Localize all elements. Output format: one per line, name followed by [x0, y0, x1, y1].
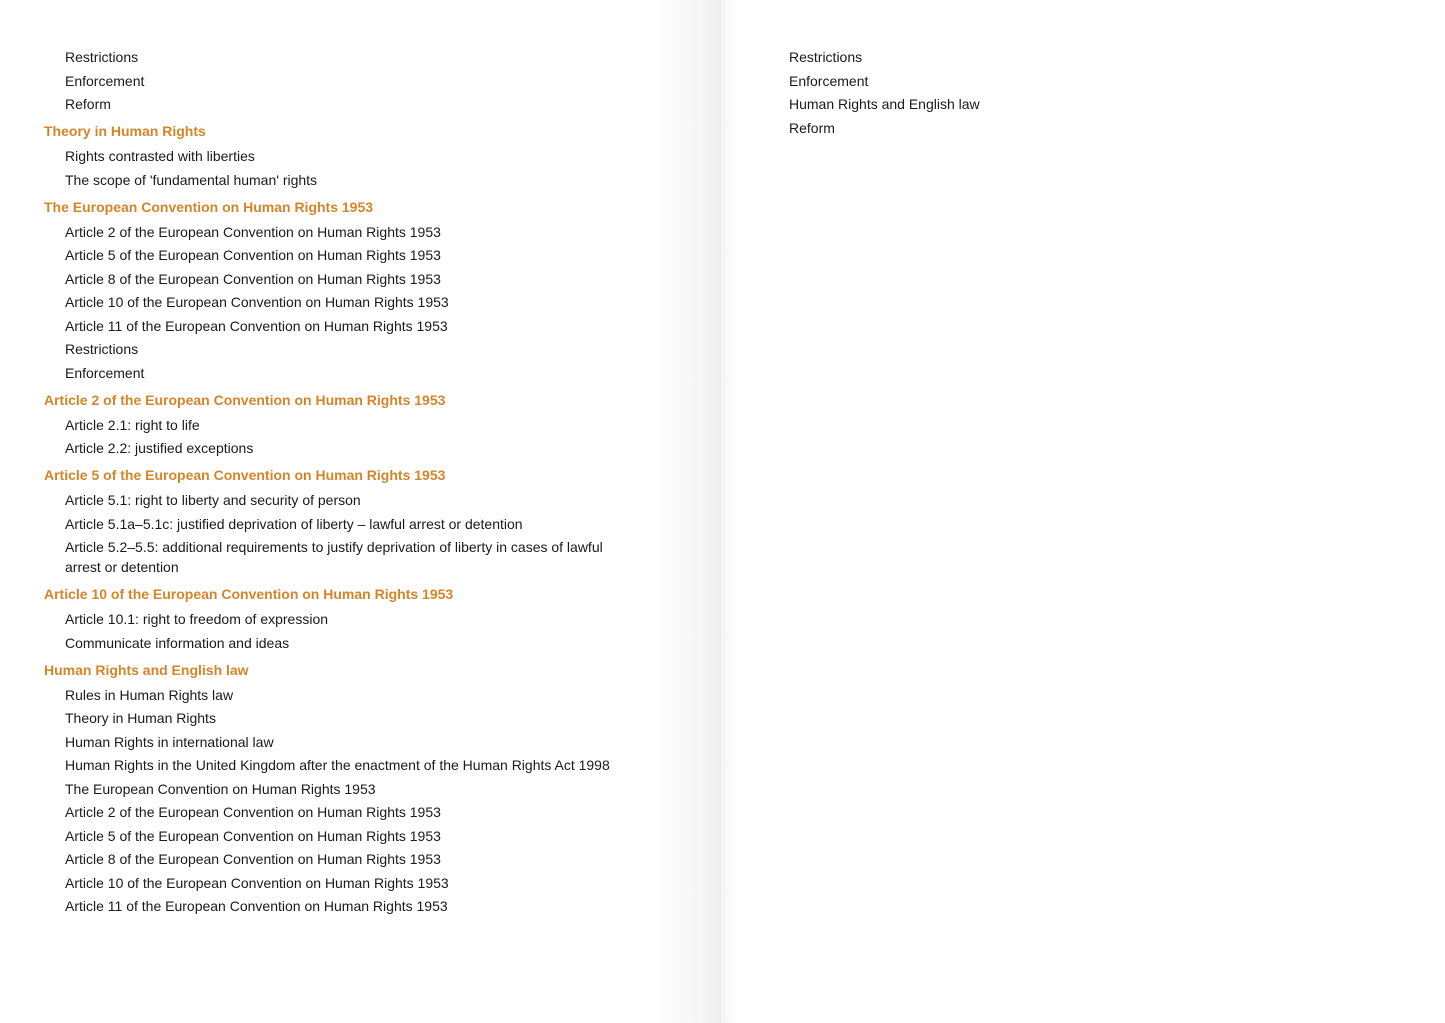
section-heading[interactable]: The European Convention on Human Rights 1953	[44, 198, 374, 215]
toc-item[interactable]: Restrictions	[65, 341, 139, 357]
lead-items	[44, 47, 721, 114]
section-heading[interactable]: Theory in Human Rights	[44, 123, 206, 139]
toc-item[interactable]: Article 2 of the European Convention on Human Rights 1953	[65, 804, 441, 820]
toc-item[interactable]: Human Rights in the United Kingdom after the enactment of the Human Rights Act 1998	[65, 757, 610, 773]
toc-item[interactable]: Restrictions	[65, 49, 139, 65]
toc-item[interactable]: Restrictions	[789, 49, 863, 65]
toc-section	[44, 465, 721, 577]
toc-section	[44, 197, 721, 383]
section-heading[interactable]: Article 10 of the European Convention on Human Rights 1953	[44, 586, 454, 602]
toc-item[interactable]: Article 5.1a–5.1c: justified deprivation of liberty – lawful arrest or detention	[65, 515, 523, 532]
toc-item[interactable]: Enforcement	[65, 72, 145, 89]
toc-item[interactable]: Article 10 of the European Convention on Human Rights 1953	[65, 874, 449, 891]
toc-item[interactable]: Rights contrasted with liberties	[65, 148, 255, 164]
toc-item[interactable]: Article 10 of the European Convention on Human Rights 1953	[65, 294, 449, 310]
toc-item[interactable]: Reform	[789, 119, 835, 136]
right-page	[721, 0, 1445, 1023]
toc-item[interactable]: Article 5.1: right to liberty and security of person	[65, 492, 361, 508]
toc-item[interactable]: Human Rights in international law	[65, 733, 274, 750]
toc-item[interactable]: Communicate information and ideas	[65, 634, 290, 651]
toc-item[interactable]: Article 5 of the European Convention on Human Rights 1953	[65, 247, 441, 263]
section-heading[interactable]: Human Rights and English law	[44, 661, 249, 678]
toc-item[interactable]: Human Rights and English law	[789, 96, 980, 112]
right-items	[789, 47, 1445, 138]
toc-item[interactable]: Enforcement	[65, 364, 145, 381]
section-heading[interactable]: Article 5 of the European Convention on Human Rights 1953	[44, 467, 446, 483]
toc-section	[44, 660, 721, 917]
toc-section	[44, 121, 721, 190]
toc-item[interactable]: Reform	[65, 96, 111, 112]
toc-item[interactable]: Article 5 of the European Convention on Human Rights 1953	[65, 827, 441, 844]
toc-section	[44, 584, 721, 653]
toc-item[interactable]: Rules in Human Rights law	[65, 686, 234, 703]
toc-item[interactable]: Article 11 of the European Convention on Human Rights 1953	[65, 317, 448, 334]
toc-item[interactable]: Article 8 of the European Convention on Human Rights 1953	[65, 270, 441, 287]
toc-item[interactable]: The European Convention on Human Rights 1953	[65, 780, 376, 797]
toc-item[interactable]: The scope of 'fundamental human' rights	[65, 171, 318, 188]
toc-item[interactable]: Enforcement	[789, 72, 869, 89]
toc-item[interactable]: Article 5.2–5.5: additional requirements to justify deprivation of liberty in cases of lawful arrest or detention	[65, 539, 603, 575]
left-page	[0, 0, 721, 1023]
toc-item[interactable]: Article 8 of the European Convention on Human Rights 1953	[65, 851, 441, 867]
toc-section	[44, 390, 721, 459]
toc-item[interactable]: Article 10.1: right to freedom of expression	[65, 611, 329, 627]
toc-item[interactable]: Article 11 of the European Convention on Human Rights 1953	[65, 898, 448, 914]
toc-item[interactable]: Article 2 of the European Convention on Human Rights 1953	[65, 223, 441, 240]
toc-item[interactable]: Article 2.2: justified exceptions	[65, 440, 254, 456]
section-heading[interactable]: Article 2 of the European Convention on Human Rights 1953	[44, 391, 446, 408]
toc-item[interactable]: Article 2.1: right to life	[65, 416, 200, 433]
toc-item[interactable]: Theory in Human Rights	[65, 710, 216, 726]
